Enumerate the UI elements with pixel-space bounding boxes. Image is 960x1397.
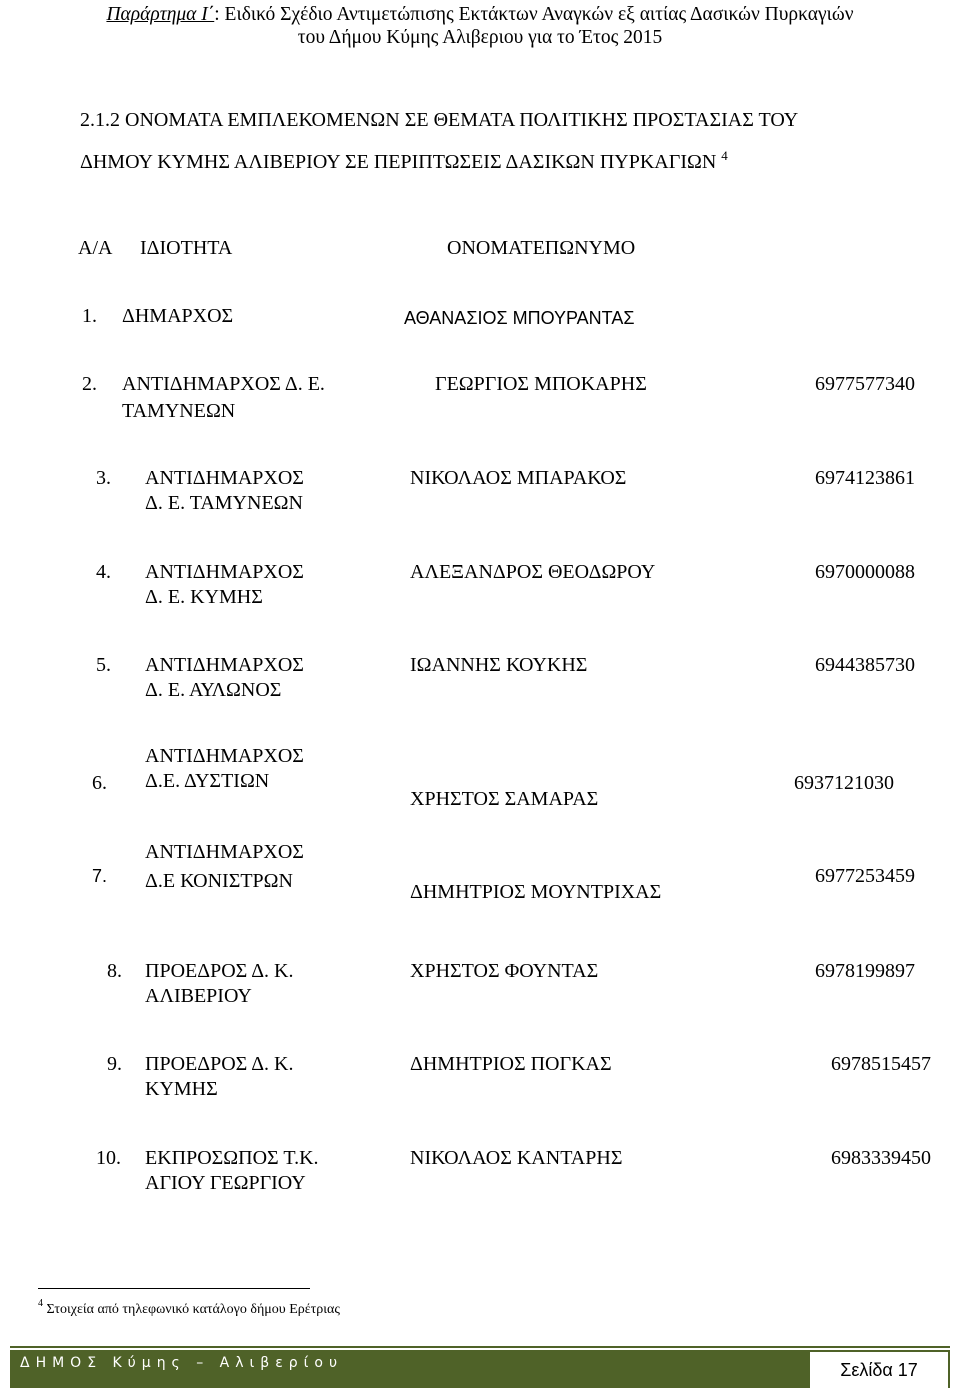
row-role: ΕΚΠΡΟΣΩΠΟΣ Τ.Κ.: [145, 1147, 319, 1169]
footer-municipality: ΔΗΜΟΣ Κύμης – Αλιβερίου: [20, 1355, 344, 1371]
row-number: 4.: [96, 561, 111, 583]
row-role: ΑΝΤΙΔΗΜΑΡΧΟΣ: [145, 654, 304, 676]
header-name: ΟΝΟΜΑΤΕΠΩΝΥΜΟ: [447, 237, 636, 259]
row-name: ΙΩΑΝΝΗΣ ΚΟΥΚΗΣ: [410, 654, 588, 676]
row-number: 3.: [96, 467, 111, 489]
row-role: ΠΡΟΕΔΡΟΣ Δ. Κ.: [145, 960, 294, 982]
row-number: 1.: [82, 305, 97, 327]
row-role: ΑΝΤΙΔΗΜΑΡΧΟΣ: [145, 467, 304, 489]
row-role: ΑΝΤΙΔΗΜΑΡΧΟΣ: [145, 561, 304, 583]
header-line2-text: του Δήμου Κύμης Αλιβεριου για το Έτος 2015: [297, 27, 663, 48]
row-phone: 6937121030: [794, 772, 894, 794]
row-name: ΔΗΜΗΤΡΙΟΣ ΠΟΓΚΑΣ: [410, 1053, 612, 1075]
row-role: ΠΡΟΕΔΡΟΣ Δ. Κ.: [145, 1053, 294, 1075]
row-name: ΑΘΑΝΑΣΙΟΣ ΜΠΟΥΡΑΝΤΑΣ: [404, 308, 635, 328]
row-role-detail: ΑΛΙΒΕΡΙΟΥ: [145, 985, 252, 1007]
footer-rule: [10, 1346, 950, 1348]
row-phone: 6977253459: [815, 865, 915, 887]
row-phone: 6974123861: [815, 467, 915, 489]
footnote-separator: [38, 1288, 310, 1289]
row-role: ΑΝΤΙΔΗΜΑΡΧΟΣ Δ. Ε.: [122, 373, 325, 395]
footnote-number: 4: [38, 1298, 43, 1309]
row-role-detail: Δ. Ε. ΤΑΜΥΝΕΩΝ: [145, 492, 303, 514]
row-phone: 6983339450: [831, 1147, 931, 1169]
row-name: ΓΕΩΡΓΙΟΣ ΜΠΟΚΑΡΗΣ: [435, 373, 647, 395]
document-header-line2: [0, 27, 960, 49]
row-role: ΑΝΤΙΔΗΜΑΡΧΟΣ: [145, 745, 304, 767]
row-phone: 6977577340: [815, 373, 915, 395]
row-name: ΧΡΗΣΤΟΣ ΣΑΜΑΡΑΣ: [410, 788, 599, 810]
row-number: 8.: [107, 960, 122, 982]
row-phone: 6970000088: [815, 561, 915, 583]
row-role-detail: ΑΓΙΟΥ ΓΕΩΡΓΙΟΥ: [145, 1172, 306, 1194]
row-role-detail: Δ. Ε. ΑΥΛΩΝΟΣ: [145, 679, 282, 701]
row-number: 7.: [92, 866, 108, 886]
row-name: ΧΡΗΣΤΟΣ ΦΟΥΝΤΑΣ: [410, 960, 599, 982]
row-number: 9.: [107, 1053, 122, 1075]
row-role-detail: Δ.Ε ΚΟΝΙΣΤΡΩΝ: [145, 870, 293, 892]
row-role-detail: Δ. Ε. ΚΥΜΗΣ: [145, 586, 263, 608]
row-number: 5.: [96, 654, 111, 676]
footnote-text: Στοιχεία από τηλεφωνικό κατάλογο δήμου Ερέτριας: [46, 1302, 340, 1317]
row-name: ΑΛΕΞΑΝΔΡΟΣ ΘΕΟΔΩΡΟΥ: [410, 561, 656, 583]
header-role: ΙΔΙΟΤΗΤΑ: [140, 237, 233, 259]
row-role-detail: ΚΥΜΗΣ: [145, 1078, 218, 1100]
row-name: ΝΙΚΟΛΑΟΣ ΚΑΝΤΑΡΗΣ: [410, 1147, 623, 1169]
appendix-label: Παράρτημα Ι΄: [106, 4, 215, 25]
row-name: ΔΗΜΗΤΡΙΟΣ ΜΟΥΝΤΡΙΧΑΣ: [410, 881, 662, 903]
row-phone: 6944385730: [815, 654, 915, 676]
section-title-line2: [80, 148, 728, 174]
footnote: [38, 1298, 340, 1318]
row-phone: 6978515457: [831, 1053, 931, 1075]
document-header-line1: [0, 4, 960, 26]
row-number: 10.: [96, 1147, 121, 1169]
row-name: ΝΙΚΟΛΑΟΣ ΜΠΑΡΑΚΟΣ: [410, 467, 627, 489]
header-subtitle: : Ειδικό Σχέδιο Αντιμετώπισης Εκτάκτων Αναγκών εξ αιτίας Δασικών Πυρκαγιών: [214, 4, 854, 25]
section-title-line2-text: ΔΗΜΟΥ ΚΥΜΗΣ ΑΛΙΒΕΡΙΟΥ ΣΕ ΠΕΡΙΠΤΩΣΕΙΣ ΔΑΣΙΚΩΝ ΠΥΡΚΑΓΙΩΝ: [80, 151, 717, 173]
header-aa: Α/Α: [78, 237, 113, 259]
section-title-line1: 2.1.2 ΟΝΟΜΑΤΑ ΕΜΠΛΕΚΟΜΕΝΩΝ ΣΕ ΘΕΜΑΤΑ ΠΟΛΙΤΙΚΗΣ ΠΡΟΣΤΑΣΙΑΣ ΤΟΥ: [80, 109, 799, 131]
page-number: Σελίδα 17: [810, 1352, 948, 1388]
footnote-ref: 4: [721, 148, 728, 163]
row-number: 2.: [82, 373, 97, 395]
row-role-detail: ΤΑΜΥΝΕΩΝ: [122, 400, 236, 422]
row-role: ΔΗΜΑΡΧΟΣ: [122, 305, 234, 327]
row-number: 6.: [92, 772, 107, 794]
row-role: ΑΝΤΙΔΗΜΑΡΧΟΣ: [145, 841, 304, 863]
row-role-detail: Δ.Ε. ΔΥΣΤΙΩΝ: [145, 770, 270, 792]
row-phone: 6978199897: [815, 960, 915, 982]
